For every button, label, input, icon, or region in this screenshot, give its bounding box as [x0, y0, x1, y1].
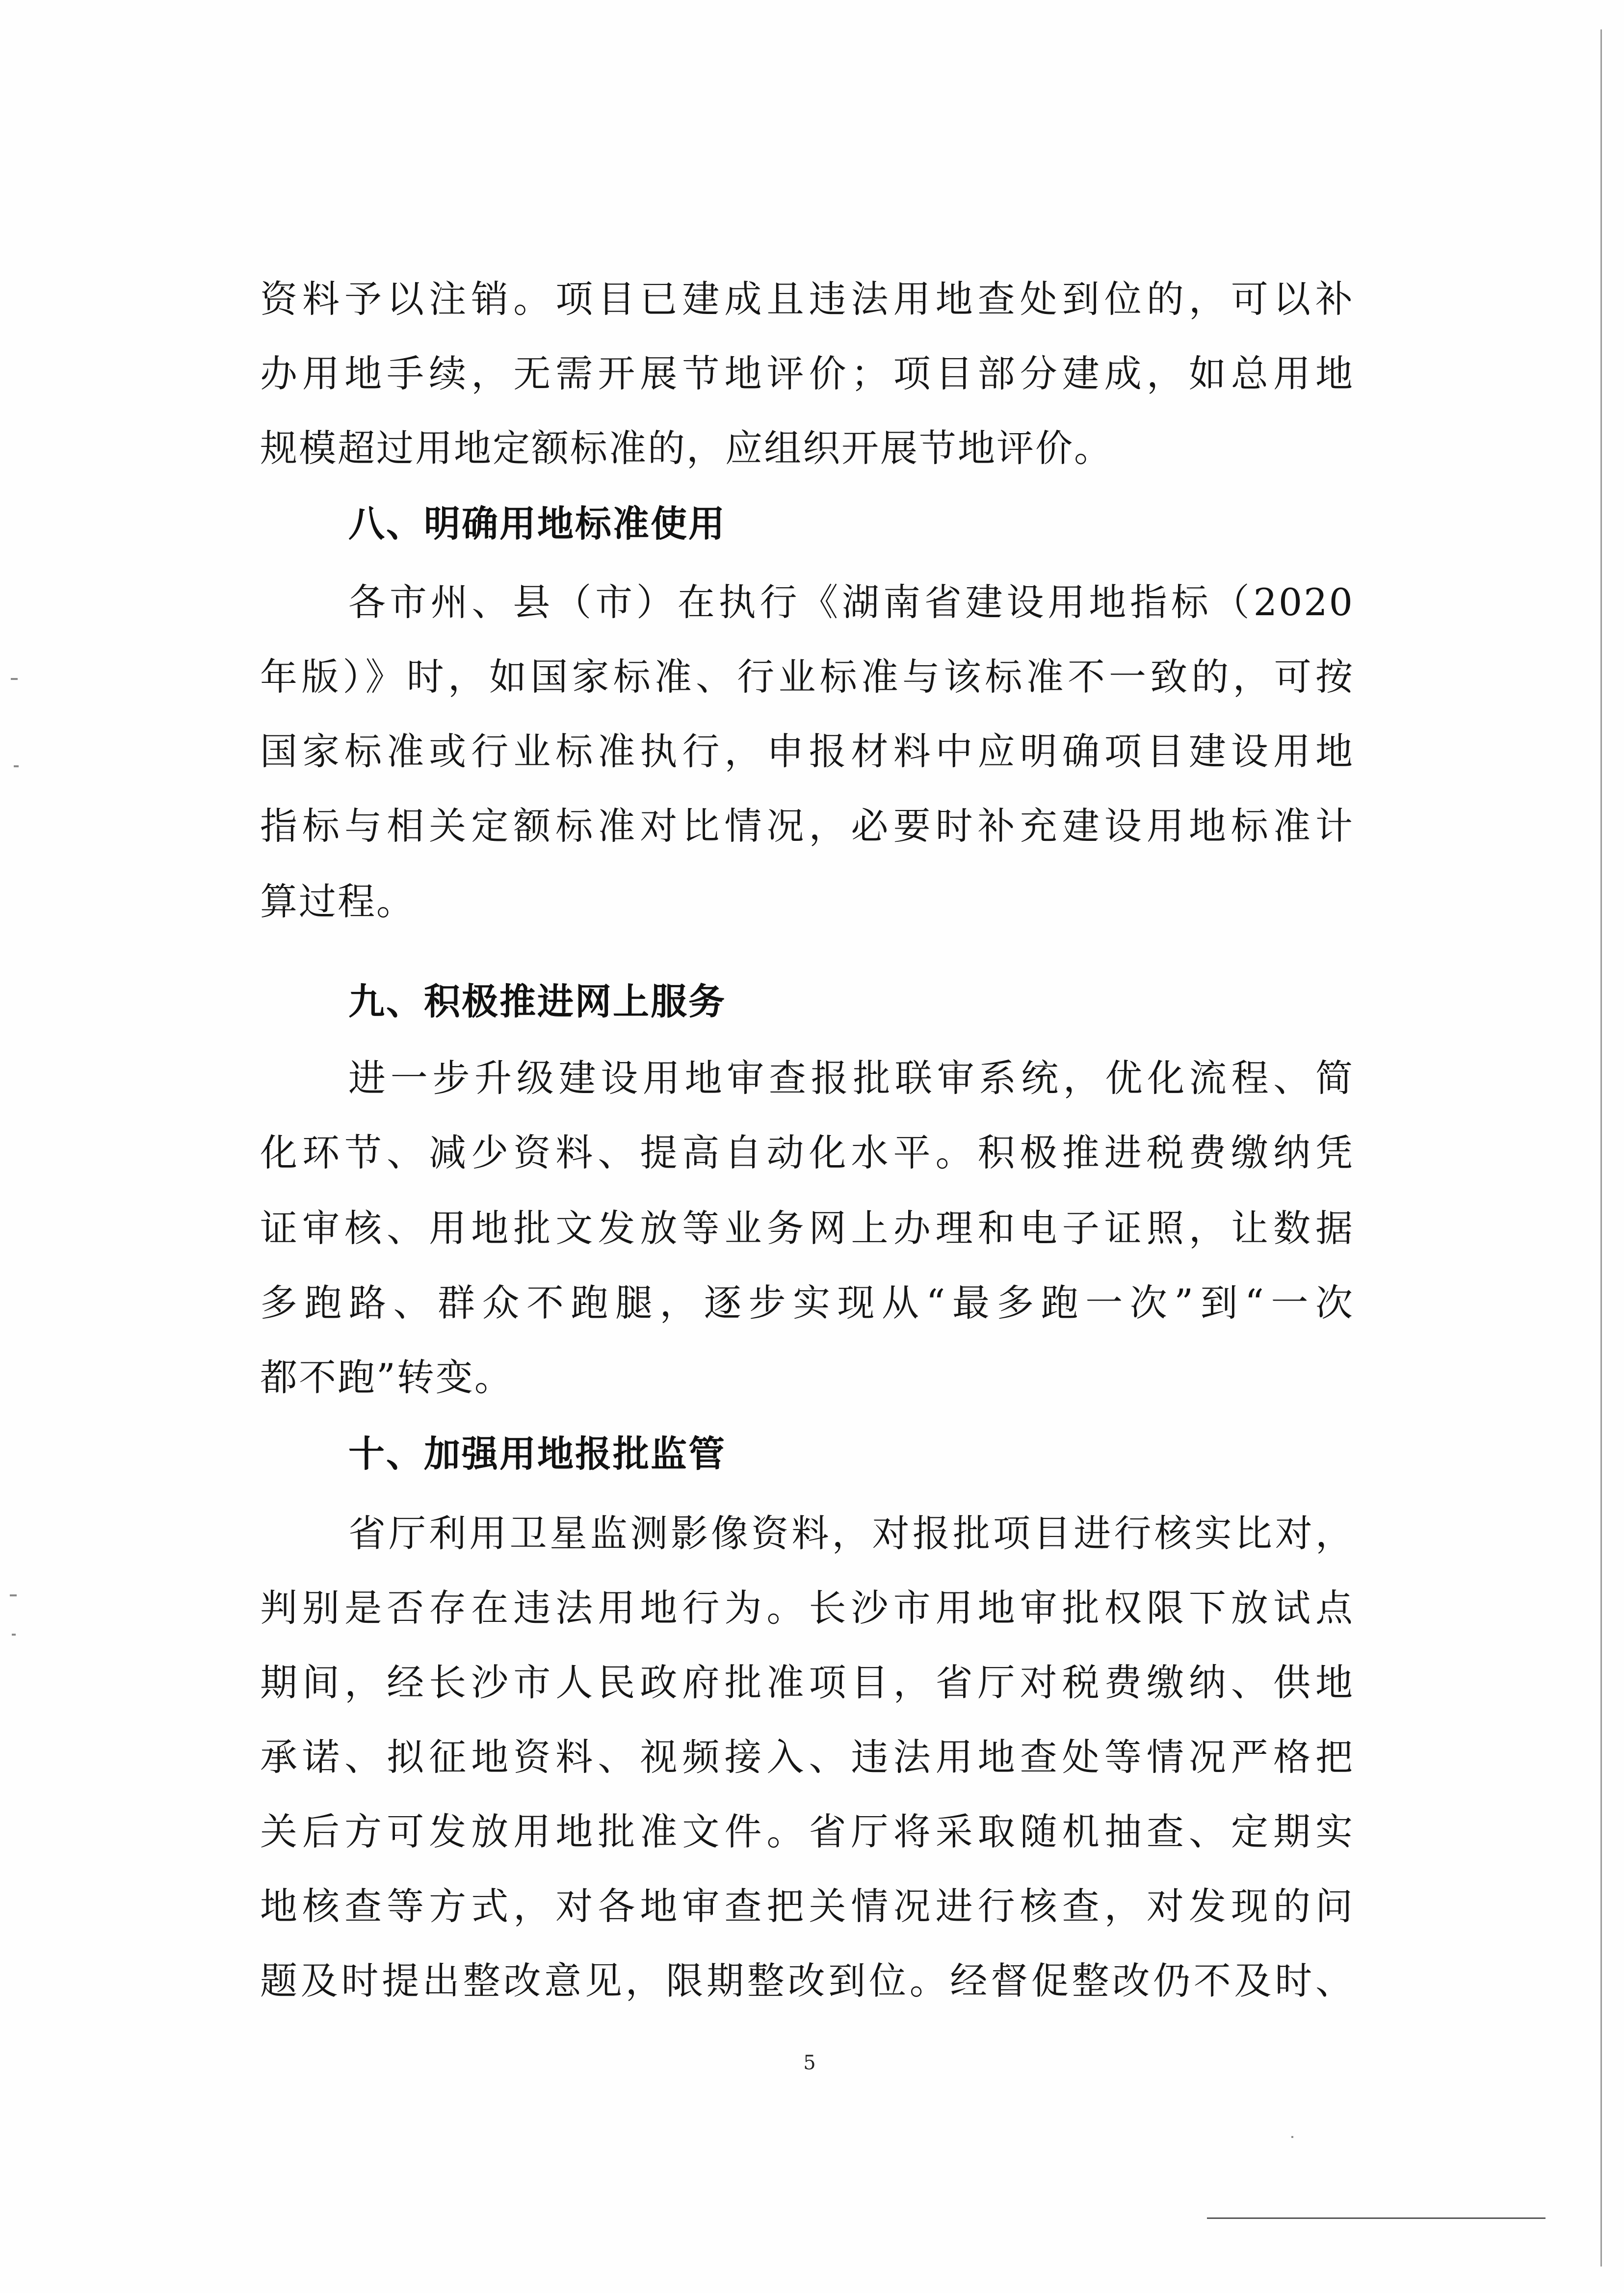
body-text-line: 题及时提出整改意见，限期整改到位。经督促整改仍不及时、 [260, 1959, 1354, 2003]
body-text-line: 判别是否存在违法用地行为。长沙市用地审批权限下放试点 [260, 1586, 1354, 1630]
body-text-line: 办用地手续，无需开展节地评价；项目部分建成，如总用地 [260, 352, 1354, 395]
body-text-line: 各市州、县（市）在执行《湖南省建设用地指标（2020 [348, 580, 1354, 624]
body-text-line: 多跑路、群众不跑腿，逐步实现从“最多跑一次”到“一次 [260, 1281, 1354, 1325]
page-number: 5 [803, 2052, 816, 2074]
body-text-line: 进一步升级建设用地审查报批联审系统，优化流程、简 [348, 1056, 1354, 1100]
scan-mark [10, 1594, 17, 1596]
body-text-line: 期间，经长沙市人民政府批准项目，省厅对税费缴纳、供地 [260, 1661, 1354, 1704]
section-heading-8: 八、明确用地标准使用 [348, 503, 726, 545]
body-text-line: 指标与相关定额标准对比情况，必要时补充建设用地标准计 [260, 804, 1354, 848]
body-text-line: 证审核、用地批文发放等业务网上办理和电子证照，让数据 [260, 1206, 1354, 1250]
body-text-line: 省厅利用卫星监测影像资料，对报批项目进行核实比对， [348, 1511, 1354, 1555]
scan-mark [12, 1634, 16, 1636]
body-text-line: 资料予以注销。项目已建成且违法用地查处到位的，可以补 [260, 277, 1354, 321]
body-text-line: 地核查等方式，对各地审查把关情况进行核查，对发现的问 [260, 1884, 1354, 1928]
body-text-line: 都不跑”转变。 [260, 1355, 513, 1399]
body-text-line: 国家标准或行业标准执行，申报材料中应明确项目建设用地 [260, 730, 1354, 773]
body-text-line: 算过程。 [260, 880, 415, 923]
body-text-line: 规模超过用地定额标准的，应组织开展节地评价。 [260, 426, 1113, 470]
section-heading-10: 十、加强用地报批监管 [348, 1433, 726, 1475]
scan-mark [11, 678, 18, 680]
section-heading-9: 九、积极推进网上服务 [348, 981, 726, 1023]
body-text-line: 承诺、拟征地资料、视频接入、违法用地查处等情况严格把 [260, 1735, 1354, 1779]
body-text-line: 年版）》时，如国家标准、行业标准与该标准不一致的，可按 [260, 655, 1354, 699]
footer-rule [1207, 2217, 1545, 2219]
scan-mark [1291, 2136, 1293, 2138]
scan-mark [14, 765, 19, 767]
body-text-line: 关后方可发放用地批准文件。省厅将采取随机抽查、定期实 [260, 1810, 1354, 1853]
scan-edge-line [1600, 29, 1602, 2267]
body-text-line: 化环节、减少资料、提高自动化水平。积极推进税费缴纳凭 [260, 1131, 1354, 1174]
